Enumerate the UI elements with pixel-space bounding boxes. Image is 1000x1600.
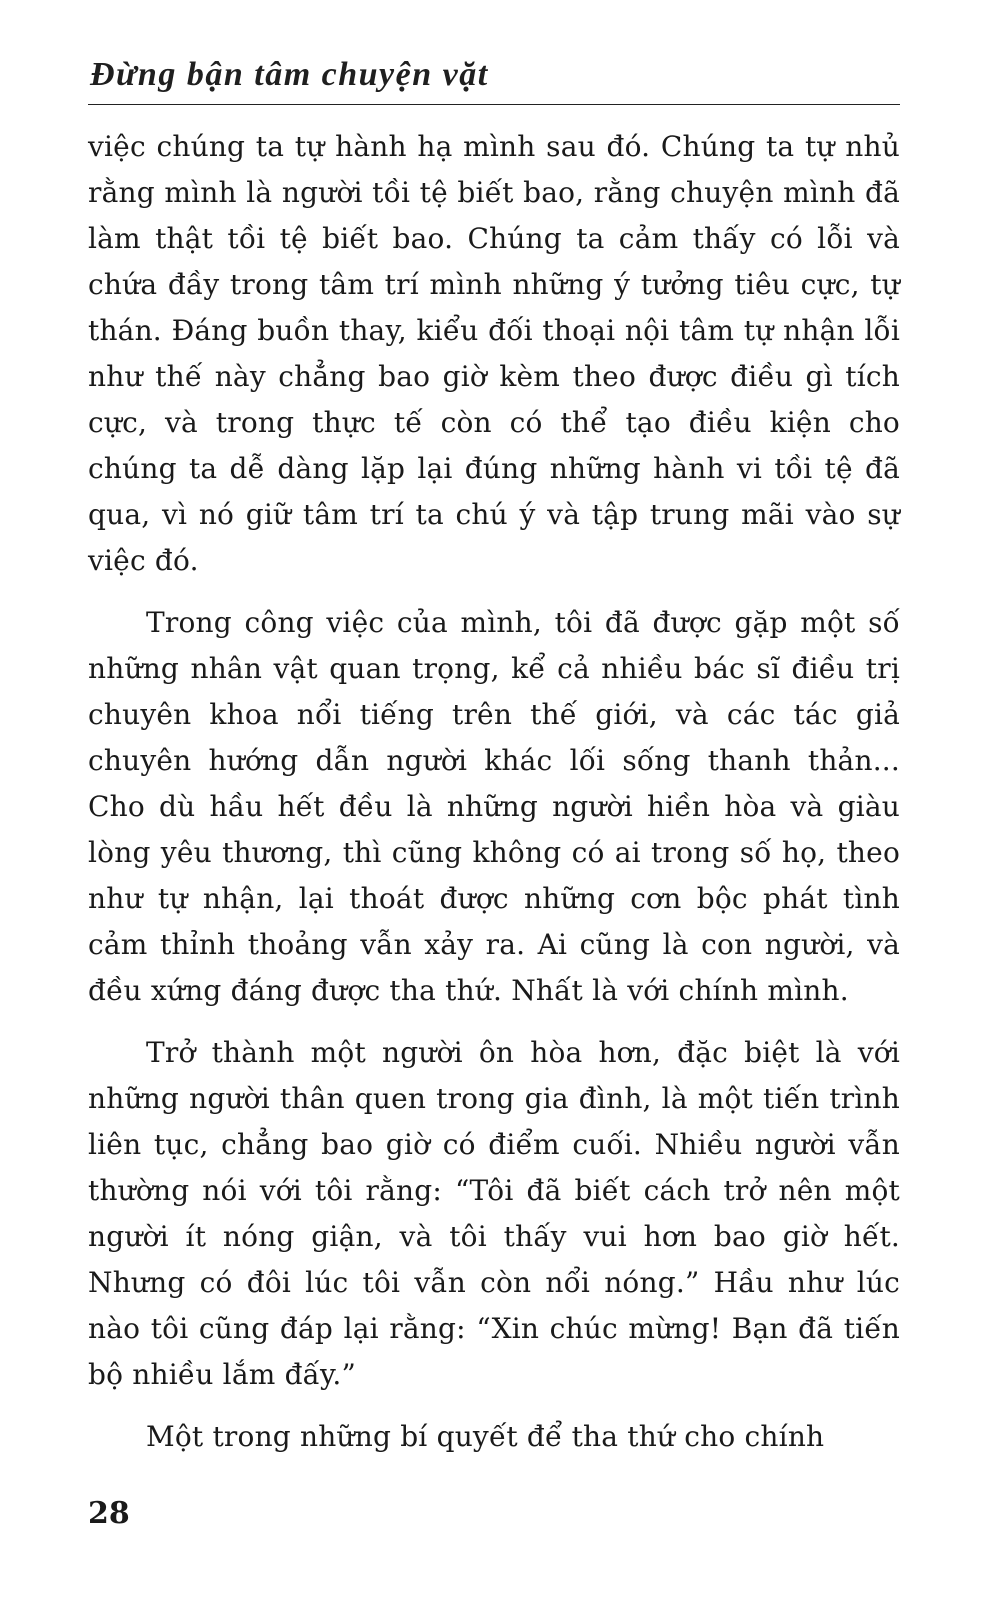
paragraph-3: Trở thành một người ôn hòa hơn, đặc biệt là với những người thân quen trong gia đình, là một tiến trình liên tục, chẳng bao giờ có điểm cuối. Nhiều người vẫn thường nói với tôi rằng: “Tôi đã biết cách trở nên một người ít nóng giận, và tôi thấy vui hơn bao giờ hết. Nhưng có đôi lúc tôi vẫn còn nổi nóng.” Hầu như lúc nào tôi cũng đáp lại rằng: “Xin chúc mừng! Bạn đã tiến bộ nhiều lắm đấy.” xyxy=(88,1036,900,1391)
book-title: Đừng bận tâm chuyện vặt xyxy=(90,56,489,93)
running-header xyxy=(88,54,900,105)
paragraph-2: Trong công việc của mình, tôi đã được gặp một số những nhân vật quan trọng, kể cả nhiều bác sĩ điều trị chuyên khoa nổi tiếng trên thế giới, và các tác giả chuyên hướng dẫn người khác lối sống thanh thản... Cho dù hầu hết đều là những người hiền hòa và giàu lòng yêu thương, thì cũng không có ai trong số họ, theo như tự nhận, lại thoát được những cơn bộc phát tình cảm thỉnh thoảng vẫn xảy ra. Ai cũng là con người, và đều xứng đáng được tha thứ. Nhất là với chính mình. xyxy=(88,606,900,1007)
page-number: 28 xyxy=(88,1496,130,1531)
body-text xyxy=(88,124,900,1476)
paragraph-1: việc chúng ta tự hành hạ mình sau đó. Chúng ta tự nhủ rằng mình là người tồi tệ biết bao, rằng chuyện mình đã làm thật tồi tệ biết bao. Chúng ta cảm thấy có lỗi và chứa đầy trong tâm trí mình những ý tưởng tiêu cực, tự thán. Đáng buồn thay, kiểu đối thoại nội tâm tự nhận lỗi như thế này chẳng bao giờ kèm theo được điều gì tích cực, và trong thực tế còn có thể tạo điều kiện cho chúng ta dễ dàng lặp lại đúng những hành vi tồi tệ đã qua, vì nó giữ tâm trí ta chú ý và tập trung mãi vào sự việc đó. xyxy=(88,130,900,577)
paragraph-4: Một trong những bí quyết để tha thứ cho chính xyxy=(146,1420,825,1453)
